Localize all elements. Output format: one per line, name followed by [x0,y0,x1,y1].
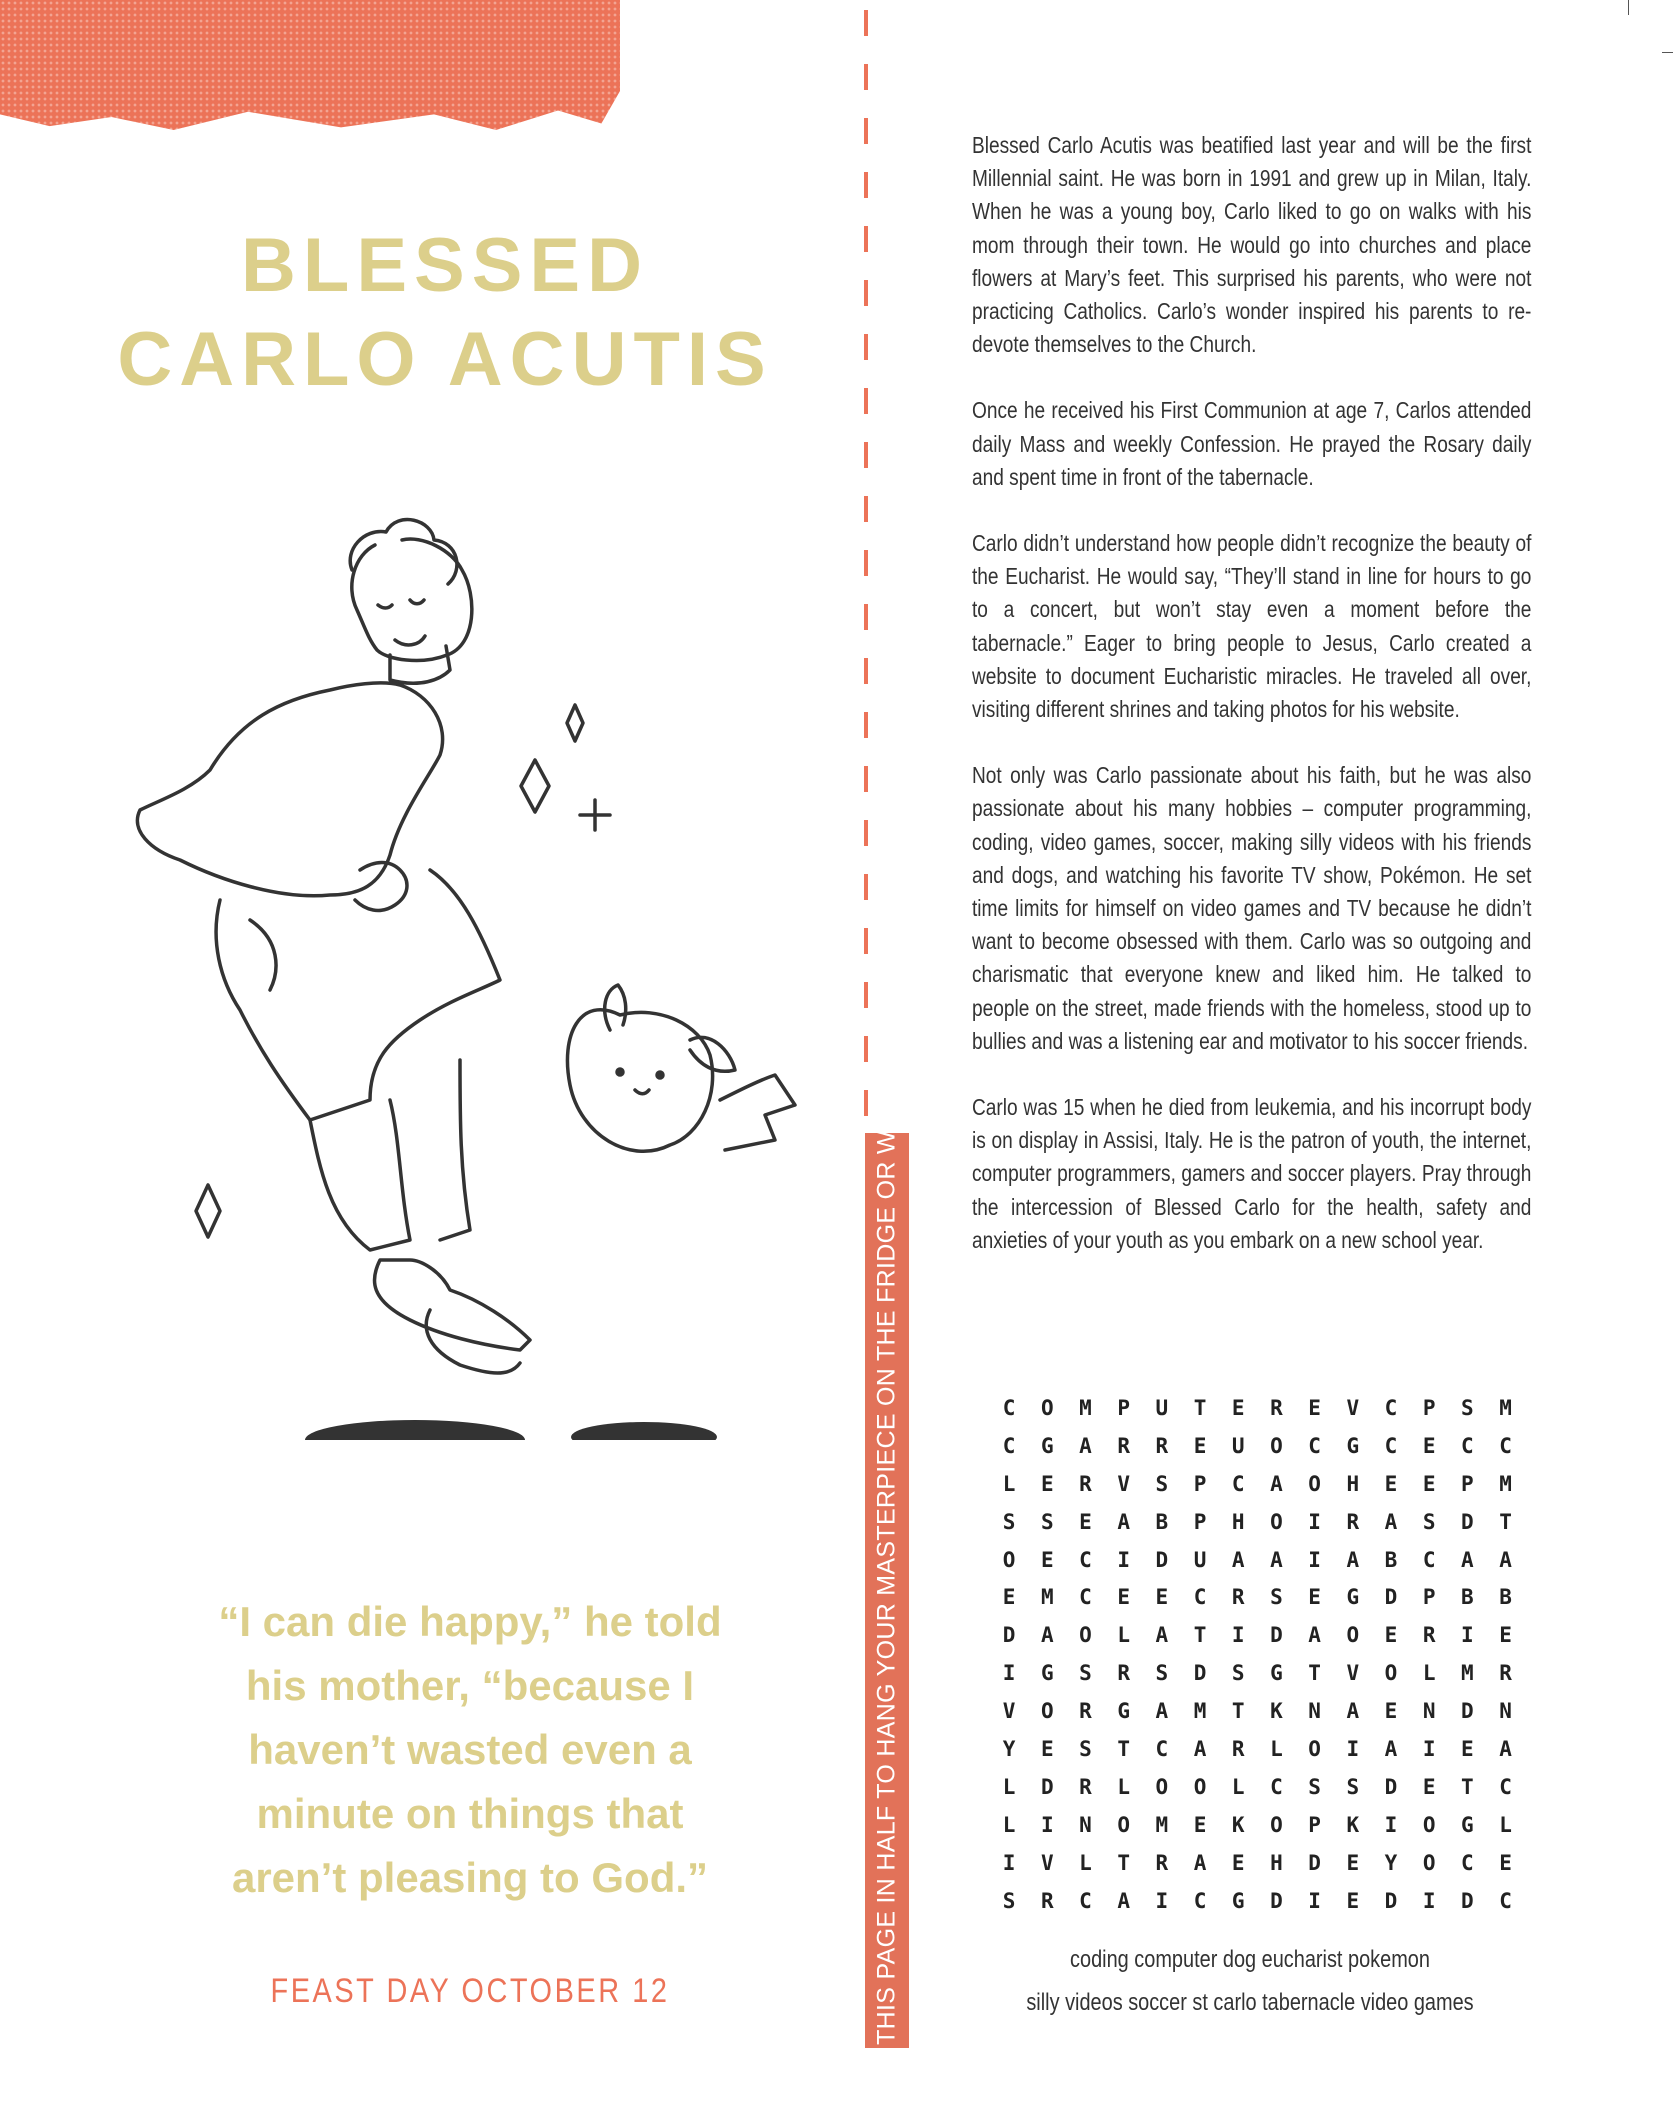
grid-letter[interactable]: C [1461,1433,1474,1458]
grid-letter[interactable]: V [1346,1661,1360,1686]
grid-letter[interactable]: B [1499,1585,1512,1610]
grid-letter[interactable]: A [1079,1433,1092,1458]
grid-letter[interactable]: T [1308,1661,1321,1686]
grid-letter[interactable]: E [1040,1471,1054,1496]
grid-letter[interactable]: O [1346,1623,1360,1648]
grid-letter[interactable]: A [1499,1547,1512,1572]
grid-letter[interactable]: Y [1384,1850,1398,1875]
grid-letter[interactable]: R [1040,1888,1054,1913]
grid-letter[interactable]: L [1002,1471,1016,1496]
grid-letter[interactable]: U [1193,1547,1207,1572]
grid-letter[interactable]: D [1384,1585,1398,1610]
grid-letter[interactable]: R [1079,1774,1092,1799]
grid-letter[interactable]: P [1422,1585,1436,1610]
grid-letter[interactable]: P [1193,1471,1207,1496]
grid-letter[interactable]: C [1499,1433,1512,1458]
grid-letter[interactable]: G [1231,1888,1245,1913]
grid-letter[interactable]: O [1193,1774,1207,1799]
quote-line: “I can die happy,” he told [218,1598,722,1645]
grid-letter[interactable]: B [1155,1509,1169,1534]
grid-letter[interactable]: M [1461,1661,1474,1686]
grid-letter[interactable]: O [1040,1396,1054,1420]
cut-line [864,10,868,1130]
grid-letter[interactable]: O [1270,1433,1283,1458]
grid-letter[interactable]: L [1002,1774,1016,1799]
grid-letter[interactable]: R [1155,1850,1169,1875]
grid-letter[interactable]: E [1193,1812,1207,1837]
grid-letter[interactable]: L [1422,1661,1436,1686]
quote-line: haven’t wasted even a [248,1726,692,1773]
cut-banner-text: CUT THIS PAGE IN HALF TO HANG YOUR MASTERPIECE ON THE FRIDGE OR WALL! [872,1077,901,2103]
grid-letter[interactable]: I [1384,1812,1398,1837]
grid-letter[interactable]: T [1461,1774,1474,1799]
grid-letter[interactable]: N [1308,1699,1321,1724]
grid-letter[interactable]: E [1308,1585,1321,1610]
grid-letter[interactable]: T [1193,1623,1207,1648]
grid-letter[interactable]: C [1002,1433,1016,1458]
grid-letter[interactable]: E [1231,1850,1245,1875]
grid-letter[interactable]: P [1193,1509,1207,1534]
paragraph: Blessed Carlo Acutis was beatified last year and will be the first Millennial saint. He was born in 1991 and grew up in Milan, Italy. When he was a young boy, Carlo liked to go on walks with his mom through their town. He would go into churches and place flowers at Mary’s feet. This surprised his parents, who were not practicing Catholics. Carlo’s wonder inspired his parents to re-devote themselves to the Church. [972,132,1532,358]
grid-letter[interactable]: E [1002,1585,1016,1610]
grid-letter[interactable]: G [1346,1585,1360,1610]
grid-letter[interactable]: G [1040,1661,1054,1686]
grid-letter[interactable]: O [1040,1699,1054,1724]
grid-letter[interactable]: C [1461,1850,1474,1875]
grid-letter[interactable]: C [1270,1774,1283,1799]
grid-letter[interactable]: T [1117,1737,1130,1762]
grid-letter[interactable]: E [1422,1433,1436,1458]
article-body [972,129,1531,1290]
grid-letter[interactable]: G [1461,1812,1474,1837]
grid-letter[interactable]: R [1079,1471,1092,1496]
grid-letter[interactable]: L [1499,1812,1512,1837]
paragraph: Carlo was 15 when he died from leukemia, and his incorrupt body is on display in Assisi, Italy. He is the patron of youth, the internet, computer programmers, gamers and soccer players. Pray through the intercession of Blessed Carlo for the health, safety and anxieties of your youth as you embark on a new school year. [972,1094,1532,1253]
grid-letter[interactable]: D [1461,1888,1474,1913]
carlo-figure [137,520,530,1373]
grid-letter[interactable]: R [1499,1661,1512,1686]
grid-letter[interactable]: R [1117,1661,1130,1686]
grid-letter[interactable]: S [1155,1471,1169,1496]
grid-letter[interactable]: C [1499,1774,1512,1799]
grid-letter[interactable]: D [1002,1623,1016,1648]
grid-letter[interactable]: A [1117,1509,1130,1534]
grid-letter[interactable]: S [1079,1737,1092,1762]
grid-letter[interactable]: V [1040,1850,1054,1875]
grid-letter[interactable]: R [1079,1699,1092,1724]
cut-banner [865,1077,909,2103]
grid-letter[interactable]: M [1079,1396,1092,1420]
grid-letter[interactable]: E [1040,1737,1054,1762]
grid-letter[interactable]: E [1499,1850,1512,1875]
grid-letter[interactable]: L [1231,1774,1245,1799]
grid-letter[interactable]: D [1193,1661,1207,1686]
grid-letter[interactable]: I [1346,1737,1360,1762]
grid-letter[interactable]: I [1422,1737,1436,1762]
grid-letter[interactable]: C [1155,1737,1169,1762]
grid-letter[interactable]: V [1002,1699,1016,1724]
grid-letter[interactable]: E [1117,1585,1130,1610]
grid-letter[interactable]: N [1499,1699,1512,1724]
grid-letter[interactable]: A [1117,1888,1130,1913]
grid-letter[interactable]: K [1270,1699,1283,1724]
paragraph: Once he received his First Communion at age 7, Carlos attended daily Mass and weekly Confession. He prayed the Rosary daily and spent time in front of the tabernacle. [972,397,1532,490]
grid-letter[interactable]: E [1193,1433,1207,1458]
grid-letter[interactable]: O [1270,1812,1283,1837]
feast-day: FEAST DAY OCTOBER 12 [270,1972,670,2010]
grid-letter[interactable]: C [1193,1888,1207,1913]
grid-letter[interactable]: I [1308,1547,1321,1572]
grid-letter[interactable]: A [1346,1547,1360,1572]
grid-letter[interactable]: C [1193,1585,1207,1610]
grid-letter[interactable]: R [1422,1623,1436,1648]
grid-letter[interactable]: A [1155,1623,1169,1648]
grid-letter[interactable]: A [1384,1509,1398,1534]
grid-letter[interactable]: S [1461,1396,1474,1420]
grid-letter[interactable]: M [1499,1471,1512,1496]
grid-letter[interactable]: E [1499,1623,1512,1648]
grid-letter[interactable]: G [1270,1661,1283,1686]
grid-letter[interactable]: C [1079,1888,1092,1913]
grid-letter[interactable]: S [1270,1585,1283,1610]
grid-letter[interactable]: I [1308,1509,1321,1534]
grid-letter[interactable]: T [1231,1699,1245,1724]
grid-letter[interactable]: E [1346,1850,1360,1875]
grid-letter[interactable]: A [1270,1471,1283,1496]
grid-letter[interactable]: Y [1002,1737,1016,1762]
grid-letter[interactable]: R [1117,1433,1130,1458]
grid-letter[interactable]: O [1270,1509,1283,1534]
grid-letter[interactable]: S [1002,1888,1016,1913]
grid-letter[interactable]: O [1002,1547,1016,1572]
grid-letter[interactable]: A [1193,1850,1207,1875]
shadow [571,1422,717,1440]
grid-letter[interactable]: T [1117,1850,1130,1875]
grid-letter[interactable]: I [1117,1547,1130,1572]
grid-letter[interactable]: O [1308,1737,1321,1762]
grid-letter[interactable]: C [1231,1471,1245,1496]
crop-mark [1628,0,1629,15]
grid-letter[interactable]: D [1270,1623,1283,1648]
grid-letter[interactable]: C [1384,1433,1398,1458]
grid-letter[interactable]: R [1155,1433,1169,1458]
grid-letter[interactable]: L [1117,1774,1130,1799]
quote-line: minute on things that [256,1790,684,1837]
grid-letter[interactable]: R [1270,1396,1283,1420]
grid-letter[interactable]: M [1499,1396,1512,1420]
paragraph: Carlo didn’t understand how people didn’t recognize the beauty of the Eucharist. He would say, “They’ll stand in line for hours to go to a concert, but won’t stay even a moment before the tabernacle.” Eager to bring people to Jesus, Carlo created a website to document Eucharistic miracles. He traveled all over, visiting different shrines and taking photos for his website. [972,530,1532,723]
grid-letter[interactable]: P [1117,1396,1130,1420]
quote-line: aren’t pleasing to God.” [231,1854,709,1901]
grid-letter[interactable]: I [1461,1623,1474,1648]
grid-letter[interactable]: S [1040,1509,1054,1534]
grid-letter[interactable]: O [1117,1812,1130,1837]
decorative-brush-stroke [0,0,620,130]
paragraph: Not only was Carlo passionate about his faith, but he was also passionate about his many hobbies – computer programming, coding, video games, soccer, making silly videos with his friends and dogs, and watching his favorite TV show, Pokémon. He set time limits for himself on video games and TV because he didn’t want to become obsessed with them. Carlo was so outgoing and charismatic that everyone knew and liked him. He talked to people on the street, made friends with the homeless, stood up to bullies and was a listening ear and motivator to his soccer friends. [972,762,1532,1054]
grid-letter[interactable]: K [1231,1812,1245,1837]
grid-letter[interactable]: L [1079,1850,1092,1875]
grid-letter[interactable]: S [1346,1774,1360,1799]
grid-letter[interactable]: A [1461,1547,1474,1572]
grid-letter[interactable]: S [1231,1661,1245,1686]
grid-letter[interactable]: E [1461,1737,1474,1762]
grid-letter[interactable]: T [1193,1396,1207,1420]
grid-letter[interactable]: E [1155,1585,1169,1610]
grid-letter[interactable]: N [1422,1699,1436,1724]
grid-letter[interactable]: D [1155,1547,1169,1572]
grid-letter[interactable]: A [1346,1699,1360,1724]
grid-letter[interactable]: E [1384,1471,1398,1496]
grid-letter[interactable]: B [1461,1585,1474,1610]
grid-letter[interactable]: P [1422,1396,1436,1420]
grid-letter[interactable]: K [1346,1812,1360,1837]
grid-letter[interactable]: R [1231,1737,1245,1762]
grid-letter[interactable]: A [1384,1737,1398,1762]
grid-letter[interactable]: O [1155,1774,1169,1799]
grid-letter[interactable]: P [1461,1471,1474,1496]
grid-letter[interactable]: D [1384,1774,1398,1799]
grid-letter[interactable]: E [1384,1623,1398,1648]
word-list-text: silly videos soccer st carlo tabernacle video games [1026,1989,1474,2016]
grid-letter[interactable]: E [1422,1471,1436,1496]
grid-letter[interactable]: G [1117,1699,1130,1724]
grid-letter[interactable]: B [1384,1547,1398,1572]
grid-letter[interactable]: D [1384,1888,1398,1913]
grid-letter[interactable]: R [1231,1585,1245,1610]
grid-letter[interactable]: C [1002,1396,1016,1420]
grid-letter[interactable]: D [1308,1850,1321,1875]
quote [160,1590,780,1910]
grid-letter[interactable]: A [1193,1737,1207,1762]
grid-letter[interactable]: D [1461,1509,1474,1534]
grid-letter[interactable]: O [1308,1471,1321,1496]
sparkle-icons [196,705,610,1237]
grid-letter[interactable]: R [1346,1509,1360,1534]
grid-letter[interactable]: O [1384,1661,1398,1686]
word-list-line-2 [960,1989,1540,2017]
grid-letter[interactable]: D [1040,1774,1054,1799]
grid-letter[interactable]: M [1193,1699,1207,1724]
title-line-2: CARLO ACUTIS [117,317,773,402]
grid-letter[interactable]: C [1384,1396,1398,1420]
grid-letter[interactable]: A [1231,1547,1245,1572]
grid-letter[interactable]: S [1002,1509,1016,1534]
grid-letter[interactable]: E [1231,1396,1245,1420]
word-list-text: coding computer dog eucharist pokemon [1070,1946,1430,1973]
grid-letter[interactable]: E [1079,1509,1092,1534]
grid-letter[interactable]: H [1231,1509,1245,1534]
grid-letter[interactable]: G [1346,1433,1360,1458]
grid-letter[interactable]: U [1231,1433,1245,1458]
grid-letter[interactable]: S [1308,1774,1321,1799]
grid-letter[interactable]: O [1079,1623,1092,1648]
grid-letter[interactable]: L [1117,1623,1130,1648]
grid-letter[interactable]: A [1308,1623,1321,1648]
grid-letter[interactable]: C [1079,1585,1092,1610]
grid-letter[interactable]: E [1422,1774,1436,1799]
grid-letter[interactable]: M [1155,1812,1169,1837]
grid-letter[interactable]: I [1155,1888,1169,1913]
crop-mark [1662,52,1673,53]
grid-letter[interactable]: S [1079,1661,1092,1686]
grid-letter[interactable]: E [1308,1396,1321,1420]
grid-letter[interactable]: P [1308,1812,1321,1837]
grid-letter[interactable]: H [1270,1850,1283,1875]
grid-letter[interactable]: I [1231,1623,1245,1648]
grid-letter[interactable]: O [1422,1812,1436,1837]
pikachu-figure [567,985,795,1151]
grid-letter[interactable]: M [1040,1585,1054,1610]
grid-letter[interactable]: E [1346,1888,1360,1913]
grid-letter[interactable]: E [1384,1699,1398,1724]
grid-letter[interactable]: U [1155,1396,1169,1420]
grid-letter[interactable]: O [1422,1850,1436,1875]
grid-letter[interactable]: L [1002,1812,1016,1837]
grid-letter[interactable]: T [1499,1509,1512,1534]
grid-letter[interactable]: I [1040,1812,1054,1837]
grid-letter[interactable]: C [1499,1888,1512,1913]
grid-letter[interactable]: E [1040,1547,1054,1572]
word-search-grid [990,1390,1525,1920]
grid-letter[interactable]: D [1461,1699,1474,1724]
title-line-1: BLESSED [241,223,649,308]
grid-letter[interactable]: I [1002,1661,1016,1686]
grid-letter[interactable]: C [1308,1433,1321,1458]
quote-line: his mother, “because I [245,1662,695,1709]
grid-letter[interactable]: V [1117,1471,1130,1496]
carlo-illustration [0,480,860,1440]
grid-letter[interactable]: A [1040,1623,1054,1648]
grid-letter[interactable]: H [1346,1471,1360,1496]
grid-letter[interactable]: I [1422,1888,1436,1913]
grid-letter[interactable]: V [1346,1396,1360,1420]
grid-letter[interactable]: A [1270,1547,1283,1572]
grid-letter[interactable]: S [1422,1509,1436,1534]
grid-letter[interactable]: C [1422,1547,1436,1572]
grid-letter[interactable]: A [1155,1699,1169,1724]
grid-letter[interactable]: I [1308,1888,1321,1913]
grid-letter[interactable]: A [1499,1737,1512,1762]
grid-letter[interactable]: N [1079,1812,1092,1837]
grid-letter[interactable]: I [1002,1850,1016,1875]
grid-letter[interactable]: D [1270,1888,1283,1913]
grid-letter[interactable]: S [1155,1661,1169,1686]
shadow [305,1420,525,1440]
word-list-line-1 [960,1946,1540,1974]
grid-letter[interactable]: C [1079,1547,1092,1572]
grid-letter[interactable]: G [1040,1433,1054,1458]
grid-letter[interactable]: L [1270,1737,1283,1762]
